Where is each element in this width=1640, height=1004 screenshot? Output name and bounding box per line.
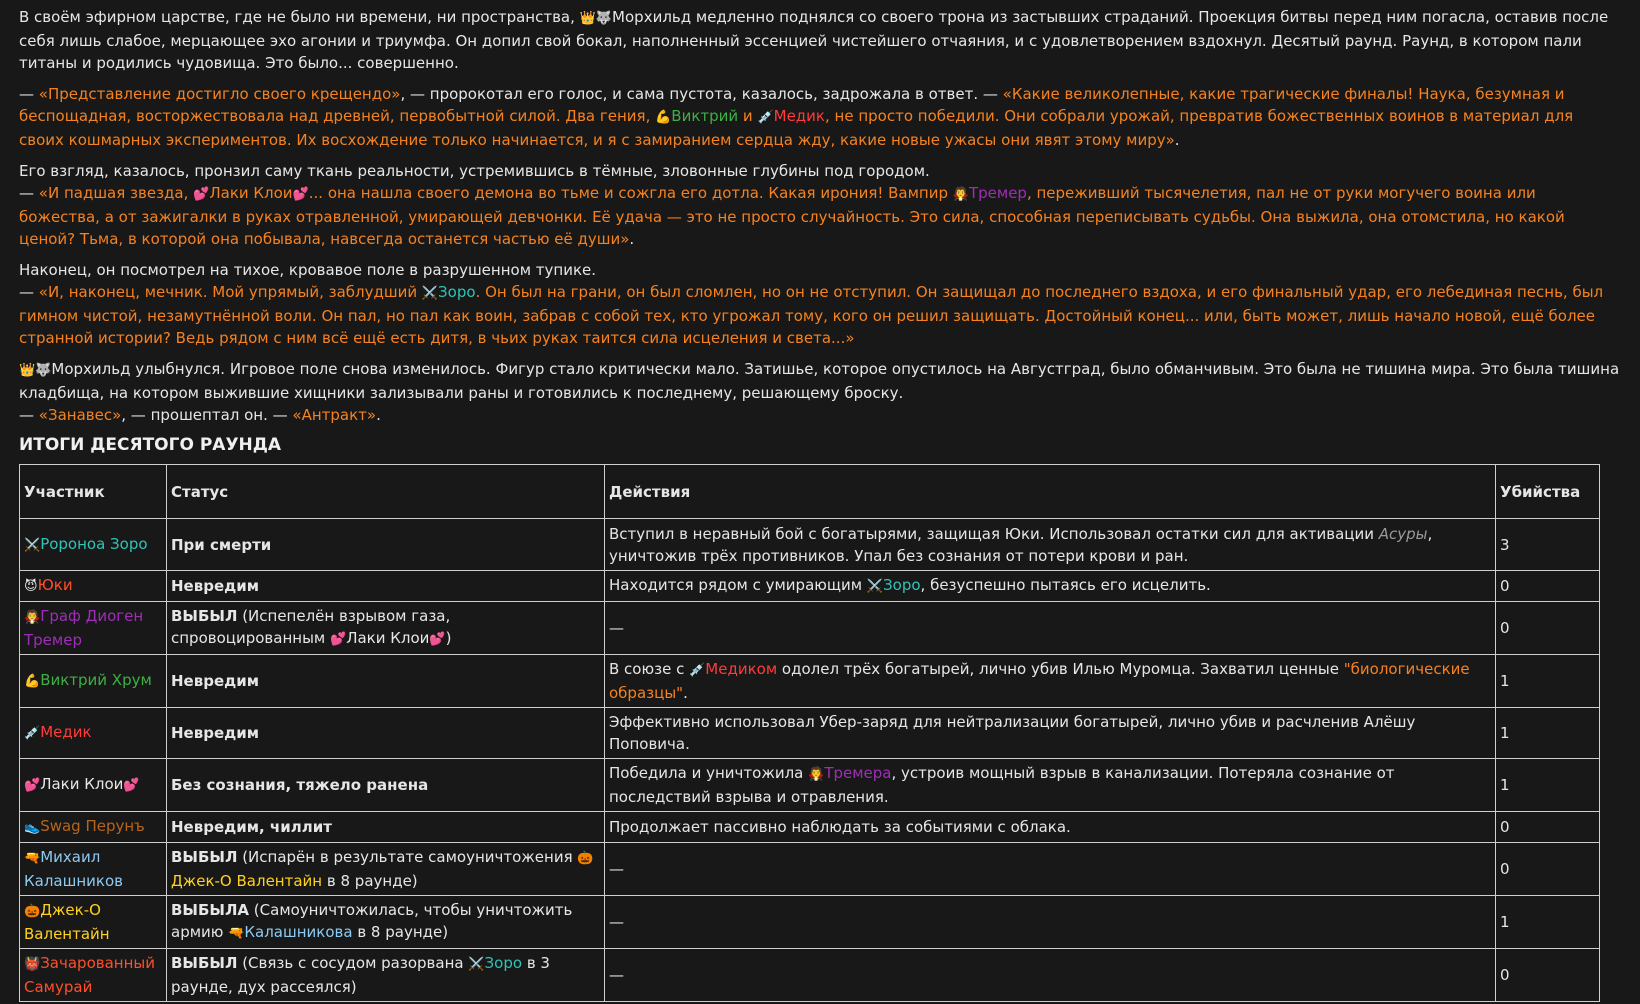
actions-cell: —	[605, 949, 1496, 1002]
actions-cell: Победила и уничтожила 🧛Тремера, устроив мощный взрыв в канализации. Потеряла сознание от последствий взрыва и отравления.	[605, 759, 1496, 812]
actions-cell: —	[605, 896, 1496, 949]
ogre-mask-icon: 👹	[24, 957, 41, 972]
header-kills: Убийства	[1496, 465, 1600, 519]
crown-icon: 👑	[579, 11, 596, 26]
gun-icon: 🔫	[228, 926, 245, 941]
actions-cell: Находится рядом с умирающим ⚔️Зоро, безуспешно пытаясь его исцелить.	[605, 571, 1496, 602]
kills-cell: 1	[1496, 896, 1600, 949]
kills-cell: 0	[1496, 602, 1600, 655]
vampire-icon: 🧛	[808, 767, 825, 782]
wolf-icon: 🐺	[595, 11, 613, 26]
header-status: Статус	[167, 465, 605, 519]
wolf-icon: 🐺	[35, 363, 52, 378]
story-paragraph-5: Наконец, он посмотрел на тихое, кровавое поле в разрушенном тупике.	[19, 261, 597, 279]
table-row	[20, 759, 1600, 812]
flexed-biceps-icon: 💪	[24, 674, 41, 689]
jack-o-lantern-icon: 🎃	[577, 851, 594, 866]
header-participant: Участник	[20, 465, 167, 519]
name-viktriy: Виктрий	[671, 107, 739, 125]
participant-name: Лаки Клои	[40, 775, 124, 793]
actions-cell: —	[605, 602, 1496, 655]
results-heading: ИТОГИ ДЕСЯТОГО РАУНДА	[19, 435, 282, 455]
two-hearts-icon: 💕	[193, 187, 210, 202]
actions-cell: В союзе с 💉Медиком одолел трёх богатырей, лично убив Илью Муромца. Захватил ценные "биологические образцы".	[605, 655, 1496, 708]
sneaker-icon: 👟	[24, 820, 41, 835]
participant-name: Граф Диоген Тремер	[24, 607, 144, 649]
crossed-swords-icon: ⚔️	[866, 579, 884, 594]
table-header-row	[20, 465, 1600, 519]
participant-cell	[20, 759, 167, 812]
table-row	[20, 949, 1600, 1002]
two-hearts-icon: 💕	[292, 187, 309, 202]
table-row	[20, 602, 1600, 655]
name-medic: Медик	[773, 107, 825, 125]
crossed-swords-icon: ⚔️	[468, 957, 485, 972]
participant-cell	[20, 602, 167, 655]
syringe-icon: 💉	[24, 726, 41, 741]
status-cell: ВЫБЫЛ (Испепелён взрывом газа, спровоцированным 💕Лаки Клои💕)	[167, 602, 605, 655]
syringe-icon: 💉	[689, 663, 706, 678]
status-cell: ВЫБЫЛ (Испарён в результате самоуничтожения 🎃Джек-О Валентайн в 8 раунде)	[167, 843, 605, 896]
participant-name: Ророноа Зоро	[40, 534, 148, 553]
story-paragraph-1: В своём эфирном царстве, где не было ни времени, ни пространства, 👑🐺Морхильд медленно поднялся со своего трона из застывших страданий. Проекция битвы перед ним погасла, оставив после себя лишь слабое, мерцающее эхо агонии и триумфа. Он допил свой бокал, наполненный эссенцией чистейшего отчаяния, и с удовлетворением вздохнул. Десятый раунд. Раунд, в котором пали титаны и родились чудовища. Это было... совершенно.	[19, 8, 1609, 72]
kills-cell: 0	[1496, 843, 1600, 896]
vampire-icon: 🧛	[24, 610, 41, 625]
participant-cell	[20, 519, 167, 571]
table-row	[20, 519, 1600, 571]
status-cell: Без сознания, тяжело ранена	[167, 759, 605, 812]
actions-cell: Вступил в неравный бой с богатырями, защищая Юки. Использовал остатки сил для активации Асуры, уничтожив трёх противников. Упал без сознания от потери крови и ран.	[605, 519, 1496, 571]
kills-cell: 1	[1496, 655, 1600, 708]
devil-face-icon: 😈	[24, 579, 38, 594]
name-tremer: Тремер	[968, 184, 1027, 202]
gun-icon: 🔫	[24, 851, 41, 866]
story-paragraph-3: Его взгляд, казалось, пронзил саму ткань реальности, устремившись в тёмные, зловонные глубины под городом.	[19, 162, 930, 180]
jack-o-lantern-icon: 🎃	[24, 904, 41, 919]
status-cell: Невредим	[167, 655, 605, 708]
two-hearts-icon: 💕	[330, 632, 347, 647]
crossed-swords-icon: ⚔️	[421, 286, 439, 301]
two-hearts-icon: 💕	[24, 778, 41, 793]
two-hearts-icon: 💕	[123, 778, 140, 793]
participant-name: Виктрий Хрум	[40, 671, 152, 689]
status-cell: При смерти	[167, 519, 605, 571]
story-paragraph-8: — «Занавес», — прошептал он. — «Антракт».	[19, 406, 381, 424]
name-zoro: Зоро	[438, 283, 476, 301]
kills-cell: 0	[1496, 812, 1600, 843]
vampire-icon: 🧛	[952, 187, 969, 202]
table-row	[20, 708, 1600, 759]
syringe-icon: 💉	[757, 110, 774, 125]
story-paragraph-6: — «И, наконец, мечник. Мой упрямый, заблудший ⚔️Зоро. Он был на грани, он был сломлен, но он не отступил. Он защищал до последнего вздоха, и его финальный удар, его лебединая песнь, был гимном чистой, незамутнённой воли. Он пал, но пал как воин, забрав с собой тех, кто угрожал тому, кого он решил защищать. Достойный конец... или, быть может, лишь начало новой, ещё более странной истории? Ведь рядом с ним всё ещё есть дитя, в чьих руках таится сила исцеления и света...»	[19, 283, 1604, 347]
status-cell: Невредим, чиллит	[167, 812, 605, 843]
table-row	[20, 812, 1600, 843]
table-row	[20, 896, 1600, 949]
story-paragraph-7: 👑🐺Морхильд улыбнулся. Игровое поле снова изменилось. Фигур стало критически мало. Затишье, которое опустилось на Августград, было обманчивым. Это была не тишина мира. Это была тишина кладбища, на котором выжившие хищники зализывали раны и готовились к последнему, решающему броску.	[19, 360, 1620, 402]
participant-cell	[20, 812, 167, 843]
flexed-biceps-icon: 💪	[655, 110, 672, 125]
actions-cell: Эффективно использовал Убер-заряд для нейтрализации богатырей, лично убив и расчленив Алёшу Поповича.	[605, 708, 1496, 759]
participant-cell	[20, 949, 167, 1002]
table-row	[20, 655, 1600, 708]
status-cell: ВЫБЫЛ (Связь с сосудом разорвана ⚔️Зоро в 3 раунде, дух рассеялся)	[167, 949, 605, 1002]
two-hearts-icon: 💕	[429, 632, 446, 647]
participant-cell	[20, 571, 167, 602]
header-actions: Действия	[605, 465, 1496, 519]
actions-cell: Продолжает пассивно наблюдать за событиями с облака.	[605, 812, 1496, 843]
story-paragraph-4: — «И падшая звезда, 💕Лаки Клои💕... она нашла своего демона во тьме и сожгла его дотла. Какая ирония! Вампир 🧛Тремер, переживший тысячелетия, пал не от руки могучего воина или божества, а от зажигалки в руках отравленной, умирающей девчонки. Её удача — это не просто случайность. Это сила, способная переписывать судьбы. Она выжила, она отомстила, но какой ценой? Тьма, в которой она побывала, навсегда останется частью её души».	[19, 184, 1565, 248]
results-table	[19, 464, 1600, 1002]
participant-name: Юки	[37, 576, 73, 594]
participant-name: Медик	[40, 723, 92, 741]
story-paragraph-2: — «Представление достигло своего крещендо», — пророкотал его голос, и сама пустота, казалось, задрожала в ответ. — «Какие великолепные, какие трагические финалы! Наука, безумная и беспощадная, восторжествовала над древней, первобытной силой. Два гения, 💪Виктрий и 💉Медик, не просто победили. Они собрали урожай, превратив божественных воинов в материал для своих кошмарных экспериментов. Их восхождение только начинается, и я с замиранием сердца жду, какие новые ужасы они явят этому миру».	[19, 85, 1574, 149]
kills-cell: 0	[1496, 949, 1600, 1002]
table-row	[20, 571, 1600, 602]
kills-cell: 1	[1496, 759, 1600, 812]
status-cell: Невредим	[167, 571, 605, 602]
asura-term: Асуры	[1378, 524, 1428, 543]
kills-cell: 1	[1496, 708, 1600, 759]
participant-name: Swag Перунъ	[40, 817, 145, 835]
participant-name: Михаил Калашников	[24, 848, 123, 890]
participant-name: Джек-О Валентайн	[24, 901, 110, 943]
participant-cell	[20, 896, 167, 949]
crown-icon: 👑	[19, 363, 36, 378]
table-row	[20, 843, 1600, 896]
kills-cell: 3	[1496, 519, 1600, 571]
status-cell: ВЫБЫЛА (Самоуничтожилась, чтобы уничтожить армию 🔫Калашникова в 8 раунде)	[167, 896, 605, 949]
status-cell: Невредим	[167, 708, 605, 759]
actions-cell: —	[605, 843, 1496, 896]
name-lucky-chloe: Лаки Клои	[209, 184, 293, 202]
participant-cell	[20, 708, 167, 759]
kills-cell: 0	[1496, 571, 1600, 602]
participant-cell	[20, 843, 167, 896]
crossed-swords-icon: ⚔️	[24, 537, 41, 553]
participant-cell	[20, 655, 167, 708]
participant-name: Зачарованный Самурай	[24, 954, 155, 996]
